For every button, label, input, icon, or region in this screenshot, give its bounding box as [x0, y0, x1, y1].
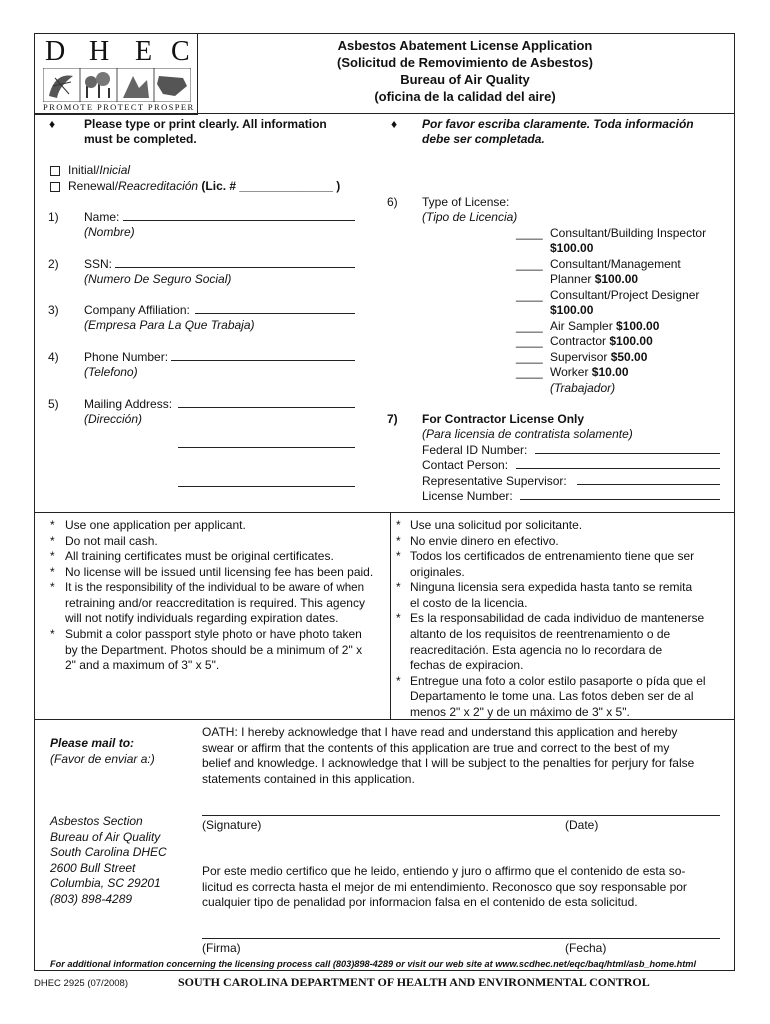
license-blank-air-sampler[interactable]: ____ — [516, 319, 543, 333]
logo-letter-h: H — [89, 36, 110, 67]
note-en-2: Do not mail cash. — [65, 534, 158, 548]
initial-label: Initial/ — [68, 163, 100, 177]
field-num-ssn: 2) — [48, 257, 59, 271]
field-ssn-label: SSN: — [84, 257, 113, 271]
license-blank-supervisor[interactable]: ____ — [516, 350, 543, 364]
note-en-star-5: * — [50, 580, 55, 594]
oath-en-2: swear or affirm that the contents of this application are true and correct to the best of my — [202, 741, 670, 755]
footer-url[interactable]: www.scdhec.net/eqc/baq/html/asb_home.html — [495, 959, 697, 969]
oath-es-1: Por este medio certifico que he leido, entiendo y juro o affirmo que el contenido de esta so- — [202, 864, 686, 878]
note-en-star-8: * — [50, 627, 55, 641]
name-input[interactable] — [123, 209, 355, 221]
logo-letter-d: D — [45, 36, 66, 67]
dhec-logo — [35, 34, 198, 115]
note-en-star-4: * — [50, 565, 55, 579]
note-en-8: Submit a color passport style photo or have photo taken — [65, 627, 362, 641]
oath-en-4: statements contained in this application. — [202, 772, 415, 786]
license-blank-worker[interactable]: ____ — [516, 365, 543, 379]
note-en-10: 2" and a maximum of 3" x 5". — [65, 658, 220, 672]
note-en-9: by the Department. Photos should be a minimum of 2" x — [65, 643, 363, 657]
note-es-star-2: * — [396, 534, 401, 548]
note-es-11: Entregue una foto a color estilo pasaporte o pída que el — [410, 674, 706, 688]
note-es-7: Es la responsabilidad de cada individuo de mantenerse — [410, 611, 705, 625]
form-id: DHEC 2925 (07/2008) — [34, 978, 128, 989]
worker-label: Worker — [550, 365, 592, 379]
note-en-5: It is the responsibility of the individual to be aware of when — [65, 581, 365, 594]
federal-id-input[interactable] — [535, 442, 720, 454]
air-sampler-label: Air Sampler — [550, 319, 617, 333]
initial-checkbox[interactable] — [50, 166, 60, 176]
field-num-phone: 4) — [48, 350, 59, 364]
mail-addr-2: Bureau of Air Quality — [50, 830, 161, 844]
signature-line[interactable] — [202, 815, 720, 816]
renewal-option[interactable] — [50, 179, 340, 194]
note-es-10: fechas de expiracion. — [410, 658, 524, 672]
note-es-12: Departamento le tome una. Las fotos deben ser de al — [410, 689, 694, 703]
company-input[interactable] — [195, 302, 355, 314]
license-blank-management-planner[interactable]: ____ — [516, 257, 543, 271]
field-company-sub: (Empresa Para La Que Trabaja) — [84, 318, 255, 332]
mail-title-es: (Favor de enviar a:) — [50, 752, 155, 766]
license-blank-contractor[interactable]: ____ — [516, 334, 543, 348]
note-es-3: Todos los certificados de entrenamiento tiene que ser — [410, 549, 695, 563]
instruction-bullet-en: ♦ — [49, 117, 56, 131]
license-price-management-planner: $100.00 — [594, 272, 639, 286]
license-number-label: License Number: — [422, 489, 513, 503]
footer-info — [50, 958, 696, 970]
license-price-supervisor: $50.00 — [610, 350, 648, 364]
mail-addr-1: Asbestos Section — [50, 814, 143, 828]
contractor-sub: (Para licensia de contratista solamente) — [422, 427, 633, 441]
note-en-star-3: * — [50, 549, 55, 563]
license-type-label: Type of License: — [422, 195, 510, 209]
phone-input[interactable] — [171, 349, 355, 361]
bureau-es: (oficina de la calidad del aire) — [374, 89, 556, 104]
mail-addr-6: (803) 898-4289 — [50, 892, 133, 906]
note-es-star-1: * — [396, 518, 401, 532]
license-opt-supervisor — [550, 350, 647, 365]
logo-emblem-icon — [43, 68, 191, 102]
license-price-worker: $10.00 — [591, 365, 629, 379]
license-type-sub: (Tipo de Licencia) — [422, 210, 518, 224]
instruction-en-line1: Please type or print clearly. All information — [84, 117, 327, 131]
firma-line[interactable] — [202, 938, 720, 939]
license-num: 6) — [387, 195, 398, 209]
field-name-label: Name: — [84, 210, 120, 224]
field-num-address: 5) — [48, 397, 59, 411]
ssn-input[interactable] — [115, 256, 355, 268]
title-en: Asbestos Abatement License Application — [337, 38, 593, 53]
renewal-label-es: Reacreditación — [118, 179, 199, 193]
license-opt-management-planner-line2 — [550, 272, 638, 287]
fecha-label: (Fecha) — [565, 941, 607, 955]
mail-addr-4: 2600 Bull Street — [50, 861, 136, 875]
field-name-sub: (Nombre) — [84, 225, 135, 239]
note-es-13: menos 2" x 2" y de un máximo de 3" x 5". — [410, 705, 630, 719]
license-blank-project-designer[interactable]: ____ — [516, 288, 543, 302]
note-en-star-1: * — [50, 518, 55, 532]
field-phone-sub: (Telefono) — [84, 365, 138, 379]
oath-en-3: belief and knowledge. I acknowledge that I will be subject to the penalties for perjury for false — [202, 756, 695, 770]
note-es-9: reacreditación. Esta agencia no lo recordara de — [410, 643, 663, 657]
license-opt-building-inspector: Consultant/Building Inspector — [550, 226, 707, 240]
supervisor-label: Supervisor — [550, 350, 611, 364]
license-opt-project-designer: Consultant/Project Designer — [550, 288, 700, 302]
contractor-title: For Contractor License Only — [422, 412, 585, 426]
field-phone-label: Phone Number: — [84, 350, 169, 364]
field-address-sub: (Dirección) — [84, 412, 143, 426]
note-es-8: altanto de los requisitos de reentrenamiento o de — [410, 627, 671, 641]
license-opt-management-planner: Consultant/Management — [550, 257, 681, 271]
mail-addr-5: Columbia, SC 29201 — [50, 876, 161, 890]
field-num-name: 1) — [48, 210, 59, 224]
lic-number-label[interactable]: (Lic. # ______________ ) — [201, 179, 341, 193]
oath-es-3: cualquier tipo de penalidad por informacion falsa en el contenido de esta solicitud. — [202, 895, 638, 909]
note-es-4: originales. — [410, 565, 465, 579]
note-en-3: All training certificates must be original certificates. — [65, 549, 334, 563]
header-divider — [35, 113, 734, 114]
note-en-6: retraining and/or reaccreditation is required. This agency — [65, 596, 365, 610]
note-en-1: Use one application per applicant. — [65, 518, 246, 532]
renewal-checkbox[interactable] — [50, 182, 60, 192]
note-es-2: No envie dinero en efectivo. — [410, 534, 559, 548]
note-es-6: el costo de la licencia. — [410, 596, 528, 610]
contractor-label: Contractor — [550, 334, 610, 348]
initial-option[interactable] — [50, 163, 130, 178]
note-en-7: will not notify individuals regarding expiration dates. — [65, 611, 339, 625]
oath-es-2: licitud es correcta hasta el mejor de mi entendimiento. Reconosco que soy responsable por — [202, 880, 687, 894]
address-input-line3[interactable] — [178, 475, 355, 487]
signature-label: (Signature) — [202, 818, 262, 832]
footer-info-text: For additional information concerning the licensing process call (803)898-4289 or visit our web site at — [50, 959, 496, 969]
field-company-label: Company Affiliation: — [84, 303, 190, 317]
license-blank-building-inspector[interactable]: ____ — [516, 226, 543, 240]
note-es-star-3: * — [396, 549, 401, 563]
title-es: (Solicitud de Removimiento de Asbestos) — [337, 55, 593, 70]
license-price-contractor: $100.00 — [609, 334, 653, 348]
form-title — [200, 37, 730, 105]
note-en-4: No license will be issued until licensing fee has been paid. — [65, 565, 374, 579]
firma-label: (Firma) — [202, 941, 241, 955]
field-num-company: 3) — [48, 303, 59, 317]
oath-en-1: OATH: I hereby acknowledge that I have read and understand this application and hereby — [202, 725, 678, 739]
date-label: (Date) — [565, 818, 599, 832]
instruction-en-line2: must be completed. — [84, 132, 197, 146]
field-address-label: Mailing Address: — [84, 397, 173, 411]
rep-supervisor-label: Representative Supervisor: — [422, 474, 567, 488]
renewal-label: Renewal/ — [68, 179, 119, 193]
notes-mid-divider — [390, 512, 391, 719]
note-en-star-2: * — [50, 534, 55, 548]
address-input-line1[interactable] — [178, 396, 355, 408]
notes-top-divider — [35, 512, 734, 513]
license-opt-contractor — [550, 334, 653, 349]
worker-es: (Trabajador) — [550, 381, 616, 395]
bureau-en: Bureau of Air Quality — [400, 72, 530, 87]
contact-person-label: Contact Person: — [422, 458, 509, 472]
address-input-line2[interactable] — [178, 436, 355, 448]
instruction-bullet-es: ♦ — [391, 117, 398, 131]
logo-letter-e: E — [135, 36, 153, 67]
planner-word: Planner — [550, 272, 595, 286]
license-price-air-sampler: $100.00 — [616, 319, 660, 333]
license-opt-air-sampler — [550, 319, 659, 334]
note-es-1: Use una solicitud por solicitante. — [410, 518, 583, 532]
contractor-num: 7) — [387, 412, 398, 426]
field-ssn-sub: (Numero De Seguro Social) — [84, 272, 232, 286]
license-price-building-inspector: $100.00 — [550, 241, 594, 255]
logo-tagline: PROMOTE PROTECT PROSPER — [43, 102, 195, 112]
note-es-star-5: * — [396, 580, 401, 594]
contact-person-input[interactable] — [516, 457, 720, 469]
initial-label-es: Inicial — [99, 163, 131, 177]
license-price-project-designer: $100.00 — [550, 303, 594, 317]
mail-addr-3: South Carolina DHEC — [50, 845, 167, 859]
note-es-star-11: * — [396, 674, 401, 688]
note-es-5: Ninguna licensia sera expedida hasta tanto se remita — [410, 580, 693, 594]
note-es-star-7: * — [396, 611, 401, 625]
department-name: SOUTH CAROLINA DEPARTMENT OF HEALTH AND ENVIRONMENTAL CONTROL — [178, 975, 650, 989]
instruction-es-line2: debe ser completada. — [422, 132, 545, 146]
mail-title: Please mail to: — [50, 736, 135, 750]
license-number-input[interactable] — [520, 488, 720, 500]
rep-supervisor-input[interactable] — [577, 473, 720, 485]
license-opt-worker — [550, 365, 629, 380]
logo-letter-c: C — [171, 36, 190, 67]
instruction-es-line1: Por favor escriba claramente. Toda información — [422, 117, 694, 131]
federal-id-label: Federal ID Number: — [422, 443, 528, 457]
